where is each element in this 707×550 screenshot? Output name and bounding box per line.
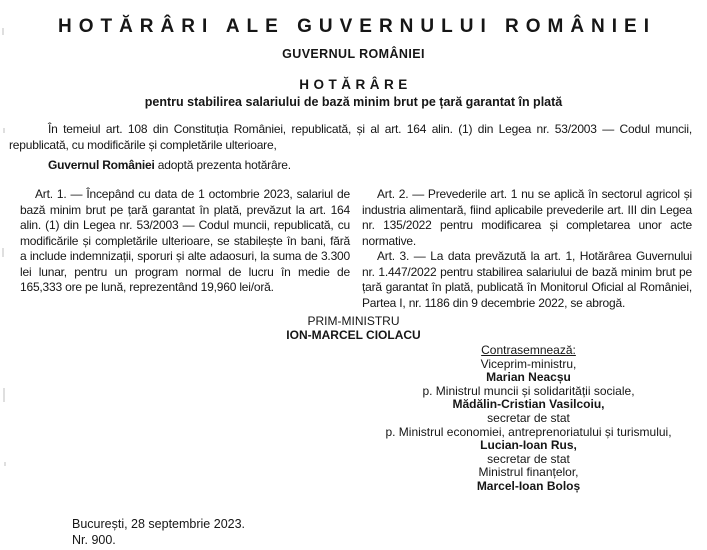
scan-artifact xyxy=(4,462,6,466)
countersigner-role: Ministrul finanțelor, xyxy=(478,465,579,480)
articles-two-columns xyxy=(20,187,692,311)
prime-minister-signature xyxy=(0,315,707,342)
issuance-footer xyxy=(72,517,245,548)
countersign-block xyxy=(365,344,692,494)
right-column xyxy=(362,187,692,311)
adoption-clause: adoptă prezenta hotărâre. xyxy=(154,158,291,172)
scan-artifact xyxy=(2,248,4,257)
article-2: Art. 2. — Prevederile art. 1 nu se aplică în sectorul agricol și industria alimentară, fiind aplicabile prevederile art. III din Legea nr. 135/2022 pentru modificarea și completarea unor acte normative. xyxy=(362,187,692,248)
countersigner-role: p. Ministrul economiei, antreprenoriatului și turismului, xyxy=(385,424,672,439)
article-1: Art. 1. — Începând cu data de 1 octombrie 2023, salariul de bază minim brut pe țară garantat în plată, prevăzut la art. 164 alin. (1) din Legea nr. 53/2003 — Codul muncii, republicată, cu modificările și completările ulterioare, se stabilește în bani, fără a include indemnizații, sporuri și alte adaosuri, la suma de 3.300 lei lunar, pentru un program normal de lucru în medie de 165,333 ore pe lună, reprezentând 19,960 lei/oră. xyxy=(20,187,350,294)
pm-title: PRIM-MINISTRU xyxy=(307,314,400,328)
countersigner-name: Marcel-Ioan Boloș xyxy=(476,478,581,493)
issuing-body: GUVERNUL ROMÂNIEI xyxy=(282,47,425,61)
countersigner-name: Mădălin-Cristian Vasilcoiu, xyxy=(452,397,605,412)
document-subtitle: pentru stabilirea salariului de bază minim brut pe țară garantat în plată xyxy=(144,95,563,109)
countersigner-role: p. Ministrul muncii și solidarității sociale, xyxy=(422,383,635,398)
countersign-heading: Contrasemnează: xyxy=(481,343,576,357)
left-column xyxy=(20,187,350,311)
article-3: Art. 3. — La data prevăzută la art. 1, Hotărârea Guvernului nr. 1.447/2022 pentru stabilirea salariului de bază minim brut pe țară garantat în plată, publicată în Monitorul Oficial al României, Partea I, nr. 1186 din 9 decembrie 2022, se abrogă. xyxy=(362,249,692,310)
scan-artifact xyxy=(3,128,5,133)
preamble xyxy=(9,122,692,174)
adoption-issuer: Guvernul României xyxy=(48,158,155,172)
countersigner-name: Marian Neacșu xyxy=(486,370,571,385)
adoption-paragraph xyxy=(9,158,692,174)
section-masthead: HOTĂRÂRI ALE GUVERNULUI ROMÂNIEI xyxy=(57,16,657,37)
countersigner-suffix: secretar de stat xyxy=(487,451,570,466)
pm-name: ION-MARCEL CIOLACU xyxy=(286,327,421,342)
countersigner-suffix: secretar de stat xyxy=(487,410,570,425)
countersigner-role: Viceprim-ministru, xyxy=(480,356,577,371)
scan-artifact xyxy=(3,388,5,402)
place-and-date: București, 28 septembrie 2023. xyxy=(72,517,246,531)
countersigner-name: Lucian-Ioan Rus, xyxy=(480,438,577,453)
document-type-title: HOTĂRÂRE xyxy=(299,77,412,92)
act-number: Nr. 900. xyxy=(72,532,116,547)
legal-basis-paragraph: În temeiul art. 108 din Constituția României, republicată, și al art. 164 alin. (1) din Legea nr. 53/2003 — Codul muncii, republicată, cu modificările și completările ulterioare, xyxy=(9,122,692,152)
